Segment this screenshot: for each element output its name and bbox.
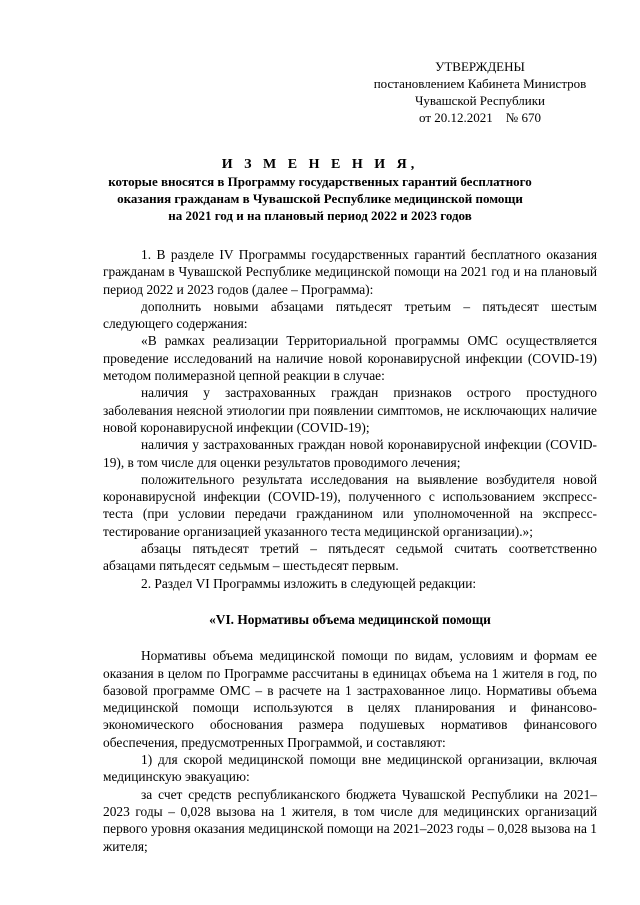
title-heading: И З М Е Н Е Н И Я, [221, 157, 419, 172]
paragraph-11: за счет средств республиканского бюджета Чувашской Республики на 2021–2023 годы – 0,028 вызова на 1 жителя, в том числе для медицинских организаций первого уровня оказания медицинской помощи на 2021–2023 годы – 0,028 вызова на 1 жителя; [103, 786, 597, 854]
document-title [100, 156, 540, 224]
document-body [103, 246, 597, 855]
title-line-1: которые вносятся в Программу государственных гарантий бесплатного [108, 174, 532, 189]
paragraph-4: наличия у застрахованных граждан признаков острого простудного заболевания неясной этиологии при появлении симптомов, не исключающих наличие новой коронавирусной инфекции (COVID-19); [103, 385, 597, 435]
title-line-2: оказания гражданам в Чувашской Республике медицинской помощи [117, 191, 523, 206]
title-line-3: на 2021 год и на плановый период 2022 и 2023 годов [168, 208, 472, 223]
paragraph-8: 2. Раздел VI Программы изложить в следующей редакции: [141, 575, 477, 591]
paragraph-5: наличия у застрахованных граждан новой коронавирусной инфекции (COVID-19), в том числе для оценки результатов проводимого лечения; [103, 437, 597, 470]
paragraph-3: «В рамках реализации Территориальной программы ОМС осуществляется проведение исследований на наличие новой коронавирусной инфекции (COVID-19) методом полимеразной цепной реакции в случае: [103, 333, 597, 384]
paragraph-6: положительного результата исследования на выявление возбудителя новой коронавирусной инфекции (COVID-19), полученного с использованием экспресс-теста (при условии передачи гражданином или уполномоченной на экспресс-тестирование организацией указанного теста медицинской организации).»; [103, 471, 597, 539]
paragraph-1: 1. В разделе IV Программы государственных гарантий бесплатного оказания гражданам в Чувашской Республике медицинской помощи на 2021 год и на плановый период 2022 и 2023 годов (далее – Программа): [103, 247, 597, 297]
paragraph-9: Нормативы объема медицинской помощи по видам, условиям и формам ее оказания в целом по Программе рассчитаны в единицах объема на 1 жителя в год, по базовой программе ОМС – в расчете на 1 застрахованное лицо. Нормативы объема медицинской помощи используются в целях планирования и финансово-экономического обоснования размера подушевых нормативов финансового обеспечения, предусмотренных Программой, и составляют: [103, 648, 597, 750]
approval-line-1: УТВЕРЖДЕНЫ [435, 59, 525, 74]
paragraph-7: абзацы пятьдесят третий – пятьдесят седьмой считать соответственно абзацами пятьдесят седьмым – шестьдесят первым. [103, 541, 597, 574]
approval-stamp [360, 58, 600, 126]
section-heading: «VI. Нормативы объема медицинской помощи [209, 611, 491, 627]
paragraph-10: 1) для скорой медицинской помощи вне медицинской организации, включая медицинскую эвакуацию: [103, 752, 597, 785]
approval-line-2: постановлением Кабинета Министров [373, 76, 587, 91]
approval-line-4: от 20.12.2021 № 670 [419, 110, 541, 125]
paragraph-2: дополнить новыми абзацами пятьдесят третьим – пятьдесят шестым следующего содержания: [103, 298, 597, 332]
approval-line-3: Чувашской Республики [414, 93, 546, 108]
